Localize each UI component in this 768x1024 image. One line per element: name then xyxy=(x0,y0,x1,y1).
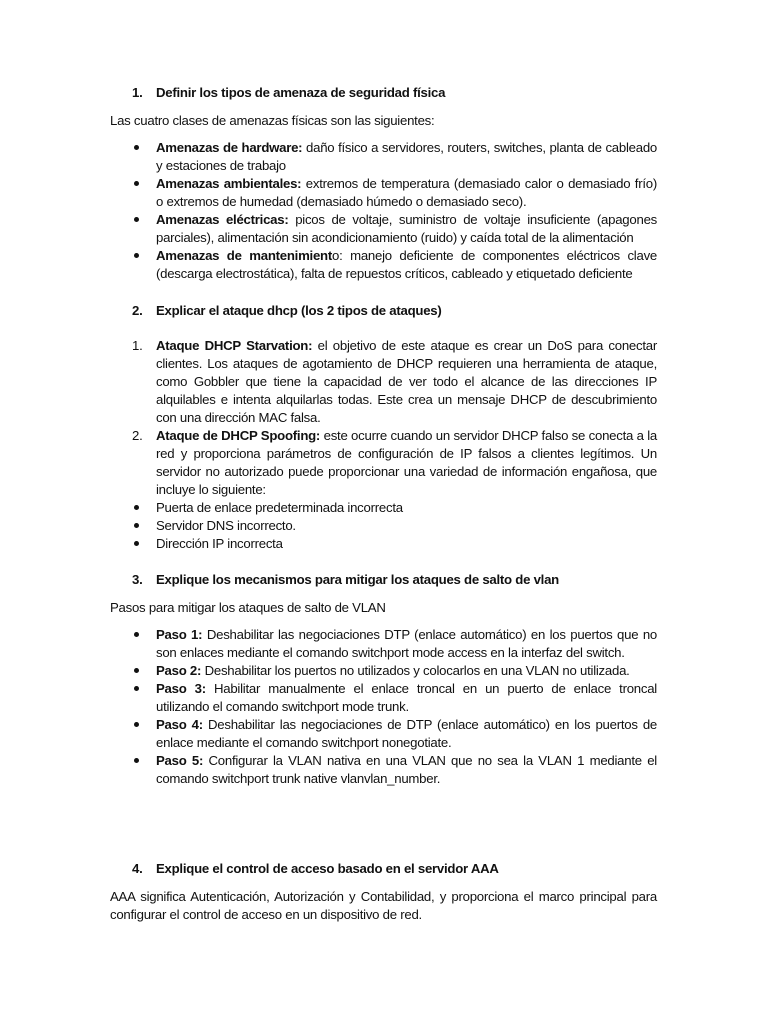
section-4-title: Explique el control de acceso basado en el servidor AAA xyxy=(156,861,499,876)
item-text: picos de voltaje, suministro de voltaje insuficiente (apagones parciales), alimentación sin acondicionamiento (ruido) y caída total de la alimentación xyxy=(156,212,657,245)
item-term: Paso 2: xyxy=(156,663,202,678)
section-4-paragraph: AAA significa Autenticación, Autorización y Contabilidad, y proporciona el marco principal para configurar el control de acceso en un dispositivo de red. xyxy=(110,889,657,922)
section-2-title: Explicar el ataque dhcp (los 2 tipos de ataques) xyxy=(156,303,442,318)
section-1-list xyxy=(0,139,768,283)
section-3-number: 3. xyxy=(132,572,143,587)
list-item xyxy=(0,139,768,175)
list-item xyxy=(0,247,768,283)
item-number: 2. xyxy=(132,428,143,443)
item-text: o: manejo deficiente de componentes eléctricos clave (descarga electrostática), falta de repuestos críticos, cableado y etiquetado deficiente xyxy=(156,248,657,281)
list-item xyxy=(0,662,768,680)
bullet-icon xyxy=(134,217,139,222)
section-1-heading xyxy=(132,84,672,102)
list-item xyxy=(0,499,768,517)
bullet-icon xyxy=(134,505,139,510)
item-text: el objetivo de este ataque es crear un DoS para conectar clientes. Los ataques de agotamiento de DHCP requieren una herramienta de ataque, como Gobbler que tiene la capacidad de ver todo el alcance de las direcciones IP alquilables e intenta alquilarlas todas. Este crea un mensaje DHCP de descubrimiento con una dirección MAC falsa. xyxy=(156,338,657,425)
bullet-icon xyxy=(134,181,139,186)
item-term: Paso 5: xyxy=(156,753,204,768)
item-text: extremos de temperatura (demasiado calor o demasiado frío) o extremos de humedad (demasiado húmedo o demasiado seco). xyxy=(156,176,657,209)
list-item xyxy=(0,427,768,499)
bullet-icon xyxy=(134,523,139,528)
item-term: Paso 4: xyxy=(156,717,203,732)
list-item xyxy=(0,752,768,788)
item-text: este ocurre cuando un servidor DHCP falso se conecta a la red y proporciona parámetros de configuración de IP falsos a clientes legítimos. Un servidor no autorizado puede proporcionar una variedad de información engañosa, que incluye lo siguiente: xyxy=(156,428,657,497)
item-term: Amenazas eléctricas: xyxy=(156,212,289,227)
bullet-text: Servidor DNS incorrecto. xyxy=(156,518,296,533)
list-item xyxy=(0,716,768,752)
section-3-heading xyxy=(132,571,672,589)
item-text: Deshabilitar las negociaciones de DTP (enlace automático) en los puertos de enlace mediante el comando switchport nonegotiate. xyxy=(156,717,657,750)
bullet-icon xyxy=(134,668,139,673)
section-3-list xyxy=(0,626,768,788)
bullet-icon xyxy=(134,632,139,637)
bullet-icon xyxy=(134,686,139,691)
bullet-icon xyxy=(134,145,139,150)
list-item xyxy=(0,211,768,247)
section-1-number: 1. xyxy=(132,85,143,100)
bullet-icon xyxy=(134,758,139,763)
list-item xyxy=(0,517,768,535)
item-term: Paso 3: xyxy=(156,681,206,696)
bullet-icon xyxy=(134,253,139,258)
bullet-text: Dirección IP incorrecta xyxy=(156,536,283,551)
item-number: 1. xyxy=(132,338,143,353)
bullet-icon xyxy=(134,722,139,727)
item-term: Paso 1: xyxy=(156,627,203,642)
item-term: Ataque DHCP Starvation: xyxy=(156,338,313,353)
item-text: Habilitar manualmente el enlace troncal en un puerto de enlace troncal utilizando el comando switchport mode trunk. xyxy=(156,681,657,714)
item-term: Ataque de DHCP Spoofing: xyxy=(156,428,321,443)
section-3-title: Explique los mecanismos para mitigar los ataques de salto de vlan xyxy=(156,572,559,587)
item-text: Deshabilitar las negociaciones DTP (enlace automático) en los puertos que no son enlaces mediante el comando switchport mode access en la interfaz del switch. xyxy=(156,627,657,660)
section-3-intro: Pasos para mitigar los ataques de salto de VLAN xyxy=(110,600,386,615)
list-item xyxy=(0,337,768,427)
section-4-number: 4. xyxy=(132,861,143,876)
item-term: Amenazas de mantenimient xyxy=(156,248,333,263)
bullet-text: Puerta de enlace predeterminada incorrecta xyxy=(156,500,403,515)
item-term: Amenazas de hardware: xyxy=(156,140,303,155)
item-text: Deshabilitar los puertos no utilizados y colocarlos en una VLAN no utilizada. xyxy=(201,663,630,678)
item-text: Configurar la VLAN nativa en una VLAN que no sea la VLAN 1 mediante el comando switchport trunk native vlanvlan_number. xyxy=(156,753,657,786)
item-term: Amenazas ambientales: xyxy=(156,176,302,191)
section-1-title: Definir los tipos de amenaza de seguridad física xyxy=(156,85,446,100)
list-item xyxy=(0,175,768,211)
section-2-list xyxy=(0,337,768,553)
bullet-icon xyxy=(134,541,139,546)
section-1-intro: Las cuatro clases de amenazas físicas son las siguientes: xyxy=(110,113,435,128)
section-2-heading xyxy=(132,302,672,320)
item-text: daño físico a servidores, routers, switches, planta de cableado y estaciones de trabajo xyxy=(156,140,657,173)
list-item xyxy=(0,626,768,662)
list-item xyxy=(0,535,768,553)
section-2-number: 2. xyxy=(132,303,143,318)
list-item xyxy=(0,680,768,716)
section-4-heading xyxy=(132,860,672,878)
